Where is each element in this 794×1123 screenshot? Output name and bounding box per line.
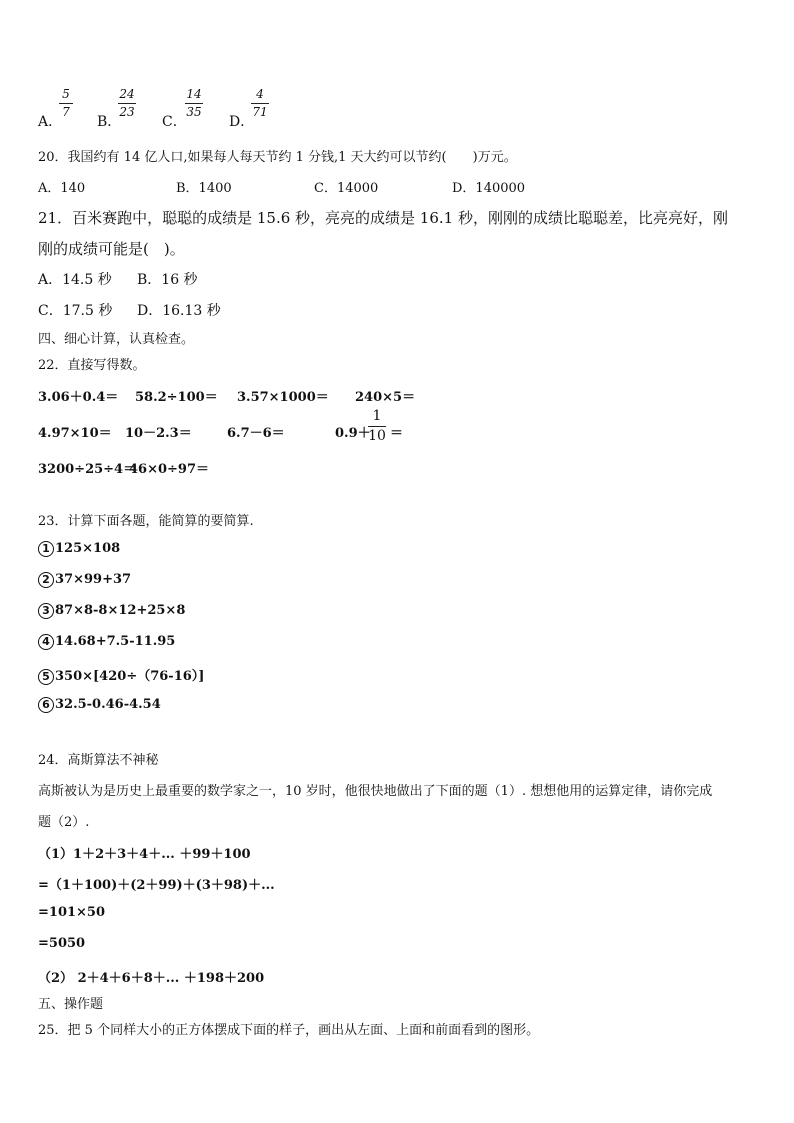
q22-r2-c4-fraction [368, 409, 386, 444]
q24-step-3: =101×50 [38, 905, 106, 920]
q20-option-d: D．140000 [452, 181, 526, 196]
fraction-numerator: 1 [372, 408, 382, 424]
q23-item-2-text: 37×99+37 [55, 572, 132, 587]
circled-number-6: 6 [38, 697, 54, 713]
fraction-denominator: 23 [119, 105, 135, 119]
q23-title: 23．计算下面各题，能简算的要简算. [38, 514, 254, 529]
fraction-numerator: 4 [256, 87, 264, 101]
q23-item-3 [38, 603, 185, 619]
q22-r2-c2: 10－2.3＝ [125, 426, 192, 441]
q21-question-line2: 刚的成绩可能是( )。 [38, 240, 185, 258]
q19-option-d-fraction [251, 88, 269, 119]
q23-item-2 [38, 572, 131, 588]
section-5-heading: 五、操作题 [38, 997, 104, 1012]
circled-number-3: 3 [38, 603, 54, 619]
q22-r1-c2: 58.2÷100＝ [135, 390, 218, 405]
q23-item-5 [38, 665, 204, 685]
q20-option-a: A．140 [38, 181, 86, 196]
q22-r2-c4-prefix: 0.9＋ [335, 426, 371, 441]
q21-option-a: A．14.5 秒 [38, 272, 112, 288]
q24-paragraph-line2: 题（2）. [38, 815, 90, 830]
fraction-bar [251, 103, 269, 104]
fraction-denominator: 7 [62, 105, 70, 119]
q19-option-d-letter: D． [229, 114, 255, 130]
q23-item-1 [38, 541, 120, 557]
section-4-heading: 四、细心计算，认真检查。 [38, 332, 195, 347]
q22-r2-c1: 4.97×10＝ [38, 426, 112, 441]
q22-r1-c4: 240×5＝ [355, 390, 416, 405]
q24-step-4: =5050 [38, 936, 86, 951]
fraction-numerator: 14 [186, 87, 202, 101]
circled-number-2: 2 [38, 572, 54, 588]
fraction-denominator: 10 [368, 428, 386, 444]
fraction-bar [59, 103, 73, 104]
fraction-bar [185, 103, 203, 104]
q23-item-6 [38, 697, 161, 713]
q23-item-4 [38, 634, 175, 650]
q23-item-5-text: 350×[420÷（76-16）] [55, 669, 205, 684]
circled-number-1: 1 [38, 541, 54, 557]
q19-option-b-fraction [118, 88, 136, 119]
q22-title: 22．直接写得数。 [38, 358, 146, 373]
q24-title: 24．高斯算法不神秘 [38, 753, 159, 768]
q23-item-3-text: 87×8-8×12+25×8 [55, 603, 186, 618]
q25-question: 25．把 5 个同样大小的正方体摆成下面的样子，画出从左面、上面和前面看到的图形。 [38, 1023, 540, 1038]
q24-step-2: =（1＋100)＋(2＋99)＋(3＋98)＋... [38, 878, 275, 893]
q22-r3-c1: 3200÷25÷4＝ [38, 462, 137, 477]
q21-option-d: D．16.13 秒 [137, 303, 221, 319]
q21-question-line1: 21．百米赛跑中，聪聪的成绩是 15.6 秒，亮亮的成绩是 16.1 秒，刚刚的成绩比聪聪差，比亮亮好，刚 [38, 209, 728, 227]
q20-question: 20．我国约有 14 亿人口,如果每人每天节约 1 分钱,1 天大约可以节约( )万元。 [38, 150, 517, 165]
fraction-numerator: 5 [62, 87, 70, 101]
q23-item-4-text: 14.68+7.5-11.95 [55, 634, 176, 649]
fraction-denominator: 71 [252, 105, 268, 119]
q23-item-6-text: 32.5-0.46-4.54 [55, 697, 161, 712]
q19-option-a-fraction [59, 88, 73, 119]
q21-option-c: C．17.5 秒 [38, 303, 113, 319]
fraction-denominator: 35 [186, 105, 202, 119]
q24-part-2: （2） 2＋4＋6＋8＋... ＋198＋200 [38, 971, 265, 986]
q19-option-c-letter: C． [162, 114, 187, 130]
fraction-bar [118, 103, 136, 104]
q24-step-1: （1）1＋2＋3＋4＋... ＋99＋100 [38, 847, 251, 862]
circled-number-5: 5 [38, 669, 54, 685]
q24-paragraph-line1: 高斯被认为是历史上最重要的数学家之一，10 岁时，他很快地做出了下面的题（1）. 想想他用的运算定律，请你完成 [38, 784, 713, 799]
fraction-numerator: 24 [119, 87, 135, 101]
fraction-bar [368, 426, 386, 427]
q22-r1-c3: 3.57×1000＝ [237, 390, 329, 405]
q22-r2-c3: 6.7－6＝ [227, 426, 285, 441]
q20-option-c: C．14000 [314, 181, 379, 196]
q22-r2-c4-suffix: ＝ [390, 426, 404, 441]
q20-option-b: B．1400 [176, 181, 232, 196]
q23-item-1-text: 125×108 [55, 541, 121, 556]
circled-number-4: 4 [38, 634, 54, 650]
q19-option-c-fraction [185, 88, 203, 119]
q19-option-b-letter: B． [97, 114, 122, 130]
q19-option-a-letter: A． [38, 114, 63, 130]
q21-option-b: B．16 秒 [137, 272, 198, 288]
q22-r3-c2: 46×0÷97＝ [129, 462, 210, 477]
q22-r1-c1: 3.06＋0.4＝ [38, 390, 119, 405]
